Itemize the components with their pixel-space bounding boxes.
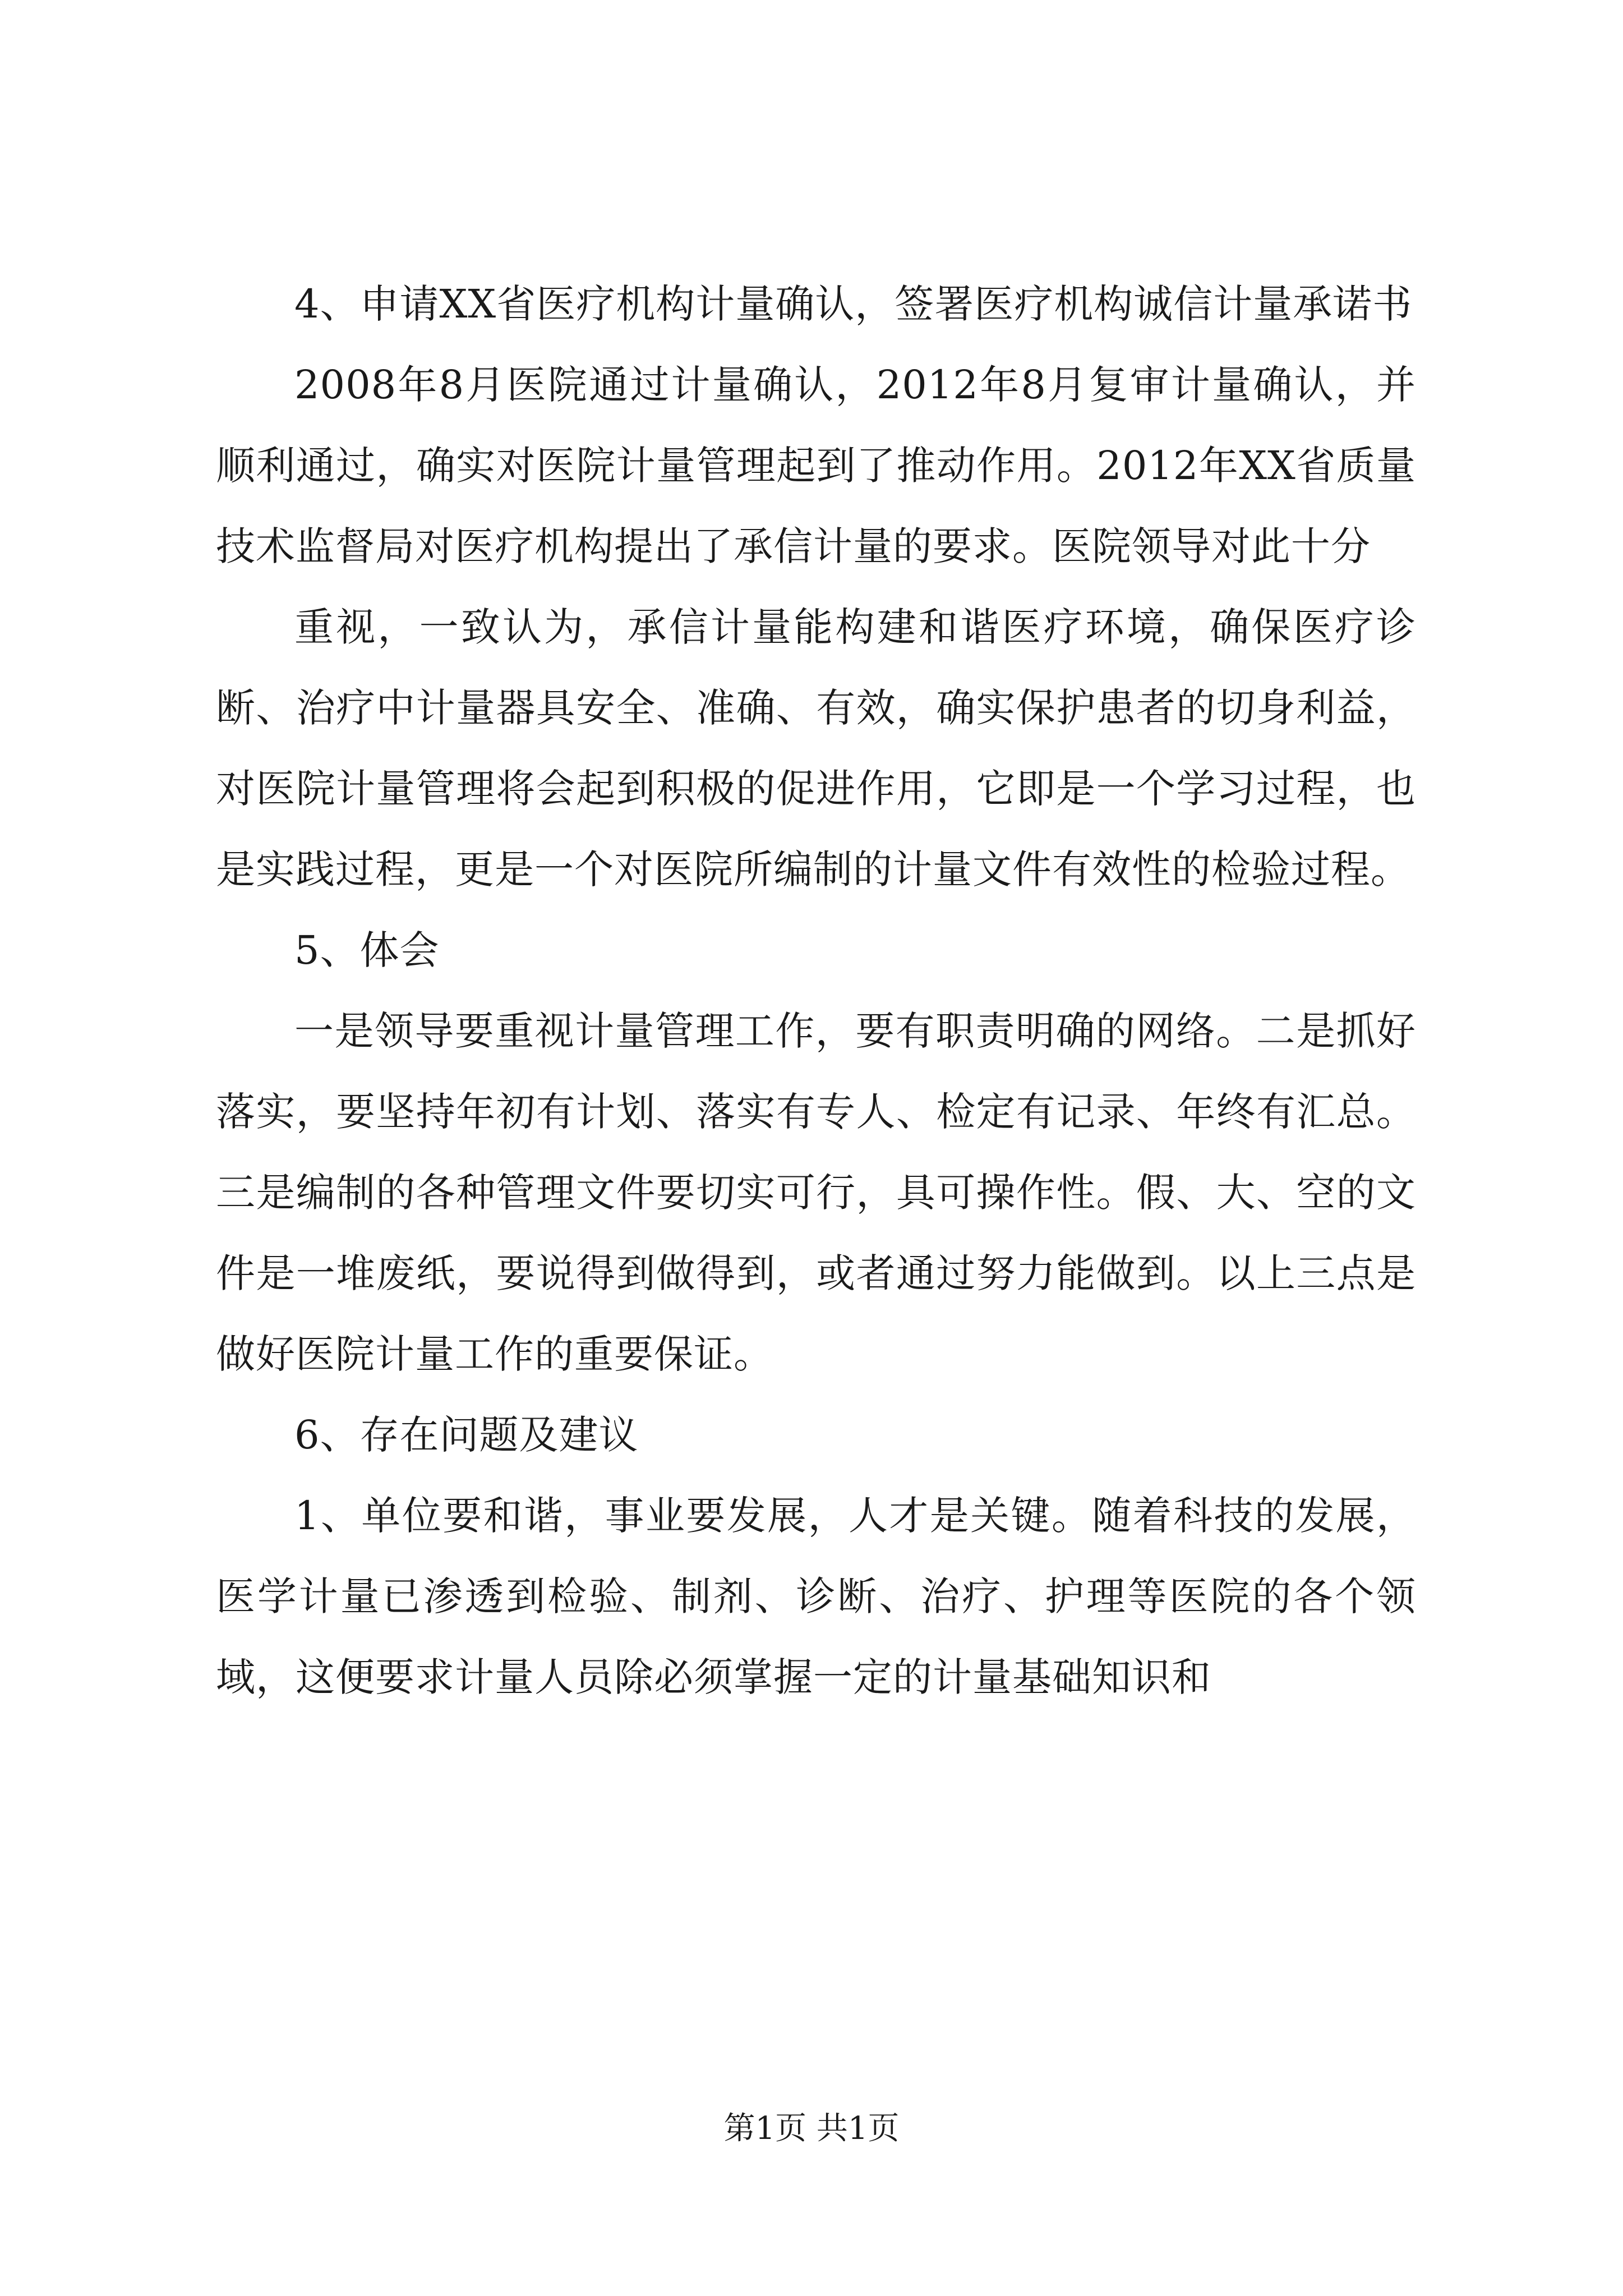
paragraph-section-5-heading: 5、体会 — [294, 927, 440, 973]
page-number-footer: 第1页 共1页 — [723, 2110, 900, 2147]
paragraph-importance: 重视，一致认为，承信计量能构建和谐医疗环境，确保医疗诊断、治疗中计量器具安全、准确、有效，确实保护患者的切身利益，对医院计量管理将会起到积极的促进作用，它即是一个学习过程，也是实践过程，更是一个对医院所编制的计量文件有效性的检验过程。 — [216, 604, 1416, 892]
paragraph-section-6-heading: 6、存在问题及建议 — [294, 1412, 639, 1458]
document-body — [216, 264, 1416, 1718]
paragraph-talent: 1、单位要和谐，事业要发展，人才是关键。随着科技的发展，医学计量已渗透到检验、制剂、诊断、治疗、护理等医院的各个领域，这便要求计量人员除必须掌握一定的计量基础知识和 — [216, 1493, 1416, 1700]
paragraph-experience: 一是领导要重视计量管理工作，要有职责明确的网络。二是抓好落实，要坚持年初有计划、落实有专人、检定有记录、年终有汇总。三是编制的各种管理文件要切实可行，具可操作性。假、大、空的文件是一堆废纸，要说得到做得到，或者通过努力能做到。以上三点是做好医院计量工作的重要保证。 — [216, 1008, 1416, 1377]
paragraph-section-4-heading: 4、申请XX省医疗机构计量确认，签署医疗机构诚信计量承诺书 — [294, 281, 1413, 327]
paragraph-confirmation-history: 2008年8月医院通过计量确认，2012年8月复审计量确认，并顺利通过，确实对医院计量管理起到了推动作用。2012年XX省质量技术监督局对医疗机构提出了承信计量的要求。医院领导对此十分 — [216, 362, 1416, 569]
